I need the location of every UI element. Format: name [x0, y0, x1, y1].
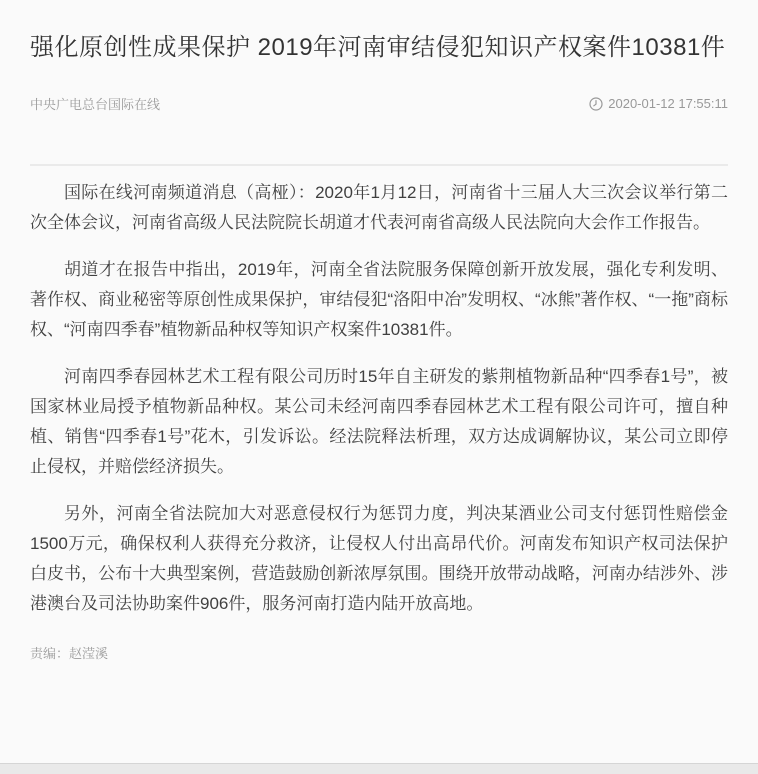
article-paragraph: 胡道才在报告中指出，2019年，河南全省法院服务保障创新开放发展，强化专利发明、著作权、商业秘密等原创性成果保护，审结侵犯“洛阳中冶”发明权、“冰熊”著作权、“一拖”商标权、“河南四季春”植物新品种权等知识产权案件10381件。	[30, 260, 728, 339]
article-paragraph: 国际在线河南频道消息（高桠）：2020年1月12日，河南省十三届人大三次会议举行第二次全体会议，河南省高级人民法院院长胡道才代表河南省高级人民法院向大会作工作报告。	[30, 183, 728, 232]
article-title: 强化原创性成果保护 2019年河南审结侵犯知识产权案件10381件	[30, 34, 726, 61]
article-body	[30, 178, 728, 619]
editor-credit: 责编：赵滢溪	[30, 646, 109, 661]
article-meta-row	[30, 94, 728, 113]
clock-icon	[589, 97, 603, 111]
article-paragraph: 河南四季春园林艺术工程有限公司历时15年自主研发的紫荆植物新品种“四季春1号”，被国家林业局授予植物新品种权。某公司未经河南四季春园林艺术工程有限公司许可，擅自种植、销售“四季春1号”花木，引发诉讼。经法院释法析理，双方达成调解协议，某公司立即停止侵权，并赔偿经济损失。	[30, 367, 728, 476]
publish-time-wrapper	[589, 96, 728, 111]
footer-bar	[0, 763, 758, 774]
article-paragraph: 另外，河南全省法院加大对恶意侵权行为惩罚力度，判决某酒业公司支付惩罚性赔偿金1500万元，确保权利人获得充分救济，让侵权人付出高昂代价。河南发布知识产权司法保护白皮书，公布十大典型案例，营造鼓励创新浓厚氛围。围绕开放带动战略，河南办结涉外、涉港澳台及司法协助案件906件，服务河南打造内陆开放高地。	[30, 504, 728, 613]
article-source: 中央广电总台国际在线	[30, 97, 161, 112]
publish-time: 2020-01-12 17:55:11	[608, 96, 728, 111]
header-divider	[30, 164, 728, 166]
